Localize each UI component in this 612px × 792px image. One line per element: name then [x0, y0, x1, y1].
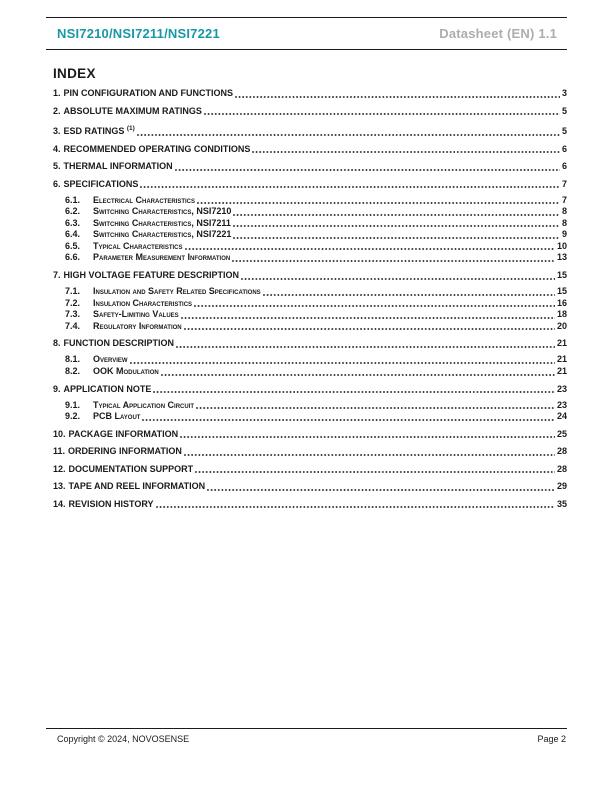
- toc-dot-leader: [156, 499, 555, 511]
- toc-entry-label: SPECIFICATIONS: [63, 178, 139, 189]
- toc-entry-label: REVISION HISTORY: [68, 498, 154, 509]
- toc-entry-number: 8.1.: [65, 354, 81, 365]
- toc-entry-page-number: 9: [561, 229, 567, 240]
- toc-entry[interactable]: [53, 309, 567, 321]
- toc-entry[interactable]: [53, 252, 567, 264]
- toc-entry-number: 1.: [53, 88, 61, 98]
- toc-dot-leader: [176, 338, 555, 350]
- toc-entry-number: 9.1.: [65, 399, 81, 410]
- toc-entry[interactable]: [53, 499, 567, 511]
- toc-entry[interactable]: [53, 144, 567, 156]
- toc-entry-number: 6.3.: [65, 217, 81, 228]
- toc-entry-label: PIN CONFIGURATION AND FUNCTIONS: [63, 88, 234, 98]
- toc-dot-leader: [184, 321, 555, 333]
- toc-entry[interactable]: [53, 354, 567, 366]
- toc-entry-page-number: 7: [561, 194, 567, 205]
- toc-dot-leader: [204, 106, 560, 118]
- toc-entry-page-number: 25: [556, 428, 567, 439]
- toc-dot-leader: [233, 218, 560, 230]
- toc-entry-number: 14.: [53, 498, 66, 509]
- toc-entry[interactable]: [53, 400, 567, 412]
- toc-entry-label: OOK Modulation: [93, 366, 159, 377]
- toc-entry[interactable]: [53, 218, 567, 230]
- toc-entry-label: TAPE AND REEL INFORMATION: [68, 481, 206, 492]
- toc-entry-number: 6.1.: [65, 194, 81, 205]
- toc-entry[interactable]: [53, 286, 567, 298]
- header-doc-version: Datasheet (EN) 1.1: [439, 26, 557, 41]
- toc-entry[interactable]: [53, 321, 567, 333]
- toc-entry[interactable]: [53, 384, 567, 396]
- toc-entry-label: ORDERING INFORMATION: [68, 446, 182, 457]
- page-title: INDEX: [53, 66, 96, 81]
- toc-entry-page-number: 5: [561, 105, 567, 116]
- toc-dot-leader: [263, 286, 555, 298]
- toc-entry-number: 6.5.: [65, 240, 81, 251]
- toc-entry-label: HIGH VOLTAGE FEATURE DESCRIPTION: [63, 270, 240, 281]
- toc-dot-leader: [197, 195, 560, 207]
- toc-entry-page-number: 8: [561, 217, 567, 228]
- toc-entry-page-number: 21: [556, 366, 567, 377]
- toc-entry[interactable]: [53, 338, 567, 350]
- toc-entry-page-number: 21: [556, 338, 567, 349]
- toc-entry[interactable]: [53, 446, 567, 458]
- toc-entry-label: DOCUMENTATION SUPPORT: [68, 463, 194, 474]
- toc-entry-number: 6.6.: [65, 252, 81, 263]
- toc-entry-label: Electrical Characteristics: [93, 194, 195, 205]
- toc-entry-label: Regulatory Information: [93, 320, 182, 331]
- toc-entry[interactable]: [53, 411, 567, 423]
- toc-dot-leader: [241, 270, 555, 282]
- toc-entry-label: PCB Layout: [93, 411, 141, 422]
- toc-entry-page-number: 8: [561, 206, 567, 217]
- toc-entry-number: 11.: [53, 446, 66, 457]
- toc-entry-page-number: 23: [556, 399, 567, 410]
- toc-entry-number: 7.: [53, 270, 61, 281]
- toc-dot-leader: [140, 179, 560, 191]
- toc-entry-number: 8.2.: [65, 366, 81, 377]
- toc-entry[interactable]: [53, 161, 567, 173]
- toc-entry-number: 5.: [53, 161, 61, 171]
- toc-dot-leader: [232, 252, 555, 264]
- toc-dot-leader: [180, 429, 555, 441]
- toc-entry[interactable]: [53, 106, 567, 118]
- toc-entry-number: 6.2.: [65, 206, 81, 217]
- toc-entry[interactable]: [53, 429, 567, 441]
- toc-dot-leader: [252, 144, 560, 156]
- toc-entry[interactable]: [53, 195, 567, 207]
- toc-entry-number: 7.1.: [65, 286, 81, 297]
- toc-entry[interactable]: [53, 229, 567, 241]
- toc-entry-page-number: 10: [556, 240, 567, 251]
- toc-entry-label: FUNCTION DESCRIPTION: [63, 338, 175, 349]
- toc-entry-page-number: 15: [556, 270, 567, 281]
- toc-entry-number: 9.2.: [65, 411, 81, 422]
- toc-entry-number: 7.4.: [65, 320, 81, 331]
- toc-entry-number: 7.3.: [65, 309, 81, 320]
- toc-entry-page-number: 5: [561, 126, 567, 136]
- toc: [53, 88, 567, 510]
- toc-entry-page-number: 15: [556, 286, 567, 297]
- toc-entry[interactable]: [53, 366, 567, 378]
- toc-entry-number: 2.: [53, 105, 61, 116]
- toc-entry-label: APPLICATION NOTE: [63, 383, 152, 394]
- toc-entry-number: 10.: [53, 428, 66, 439]
- toc-entry-label: ESD RATINGS $^{(1)}$: [63, 125, 135, 136]
- toc-entry-page-number: 16: [556, 297, 567, 308]
- toc-dot-leader: [185, 241, 555, 253]
- toc-dot-leader: [207, 481, 555, 493]
- toc-entry-label: Parameter Measurement Information: [93, 252, 231, 263]
- toc-entry-label: Insulation and Safety Related Specifications: [93, 286, 261, 297]
- toc-entry[interactable]: [53, 298, 567, 310]
- toc-entry-number: 3.: [53, 126, 61, 136]
- toc-entry[interactable]: [53, 464, 567, 476]
- toc-entry[interactable]: [53, 179, 567, 191]
- toc-entry-label: THERMAL INFORMATION: [63, 161, 173, 171]
- toc-entry-label: ABSOLUTE MAXIMUM RATINGS: [63, 105, 202, 116]
- toc-dot-leader: [235, 88, 560, 100]
- toc-dot-leader: [137, 123, 560, 138]
- toc-entry-label: Safety-Limiting Values: [93, 309, 179, 320]
- toc-dot-leader: [161, 366, 555, 378]
- toc-entry[interactable]: [53, 481, 567, 493]
- toc-entry[interactable]: [53, 123, 567, 138]
- toc-dot-leader: [194, 298, 555, 310]
- toc-dot-leader: [181, 309, 555, 321]
- toc-entry-page-number: 24: [556, 411, 567, 422]
- toc-entry-footnote-ref: (1): [126, 125, 135, 132]
- toc-entry-page-number: 28: [556, 446, 567, 457]
- toc-entry-page-number: 21: [556, 354, 567, 365]
- header-row: [46, 18, 567, 49]
- footer-page-number: Page 2: [537, 734, 566, 744]
- header-title: NSI7210/NSI7211/NSI7221: [57, 26, 220, 41]
- page-footer: [46, 728, 567, 744]
- toc-entry-number: 7.2.: [65, 297, 81, 308]
- toc-entry-label: PACKAGE INFORMATION: [68, 428, 179, 439]
- toc-entry[interactable]: [53, 88, 567, 100]
- toc-entry[interactable]: [53, 241, 567, 253]
- toc-entry-page-number: 3: [561, 88, 567, 98]
- toc-entry-number: 6.: [53, 178, 61, 189]
- toc-dot-leader: [233, 229, 560, 241]
- toc-dot-leader: [196, 400, 555, 412]
- toc-entry-label: Switching Characteristics, NSI7210: [93, 206, 232, 217]
- toc-entry-page-number: 35: [556, 498, 567, 509]
- toc-dot-leader: [130, 354, 555, 366]
- toc-entry-label: Typical Application Circuit: [93, 399, 195, 410]
- toc-entry-page-number: 20: [556, 320, 567, 331]
- toc-entry-label: RECOMMENDED OPERATING CONDITIONS: [63, 143, 251, 154]
- toc-entry-page-number: 6: [561, 161, 567, 171]
- toc-dot-leader: [233, 206, 560, 218]
- toc-entry-number: 8.: [53, 338, 61, 349]
- toc-entry-page-number: 18: [556, 309, 567, 320]
- toc-entry-page-number: 7: [561, 178, 567, 189]
- toc-entry-label: Typical Characteristics: [93, 240, 183, 251]
- page-header: [46, 17, 567, 50]
- toc-entry-page-number: 29: [556, 481, 567, 492]
- toc-entry-page-number: 23: [556, 383, 567, 394]
- toc-entry-number: 13.: [53, 481, 66, 492]
- toc-entry-page-number: 28: [556, 463, 567, 474]
- toc-entry-label: Switching Characteristics, NSI7211: [93, 217, 231, 228]
- toc-dot-leader: [142, 411, 555, 423]
- toc-dot-leader: [153, 384, 555, 396]
- toc-entry-number: 4.: [53, 143, 61, 154]
- toc-entry-number: 9.: [53, 383, 61, 394]
- toc-dot-leader: [175, 161, 560, 173]
- toc-entry-number: 12.: [53, 463, 66, 474]
- toc-entry[interactable]: [53, 206, 567, 218]
- footer-copyright: Copyright © 2024, NOVOSENSE: [57, 734, 190, 744]
- toc-dot-leader: [184, 446, 555, 458]
- toc-entry-page-number: 13: [556, 252, 567, 263]
- toc-entry-label: Switching Characteristics, NSI7221: [93, 229, 232, 240]
- toc-entry-label: Overview: [93, 354, 128, 365]
- toc-dot-leader: [195, 464, 555, 476]
- toc-entry-label: Insulation Characteristics: [93, 297, 193, 308]
- toc-entry[interactable]: [53, 270, 567, 282]
- toc-entry-page-number: 6: [561, 143, 567, 154]
- toc-entry-number: 6.4.: [65, 229, 81, 240]
